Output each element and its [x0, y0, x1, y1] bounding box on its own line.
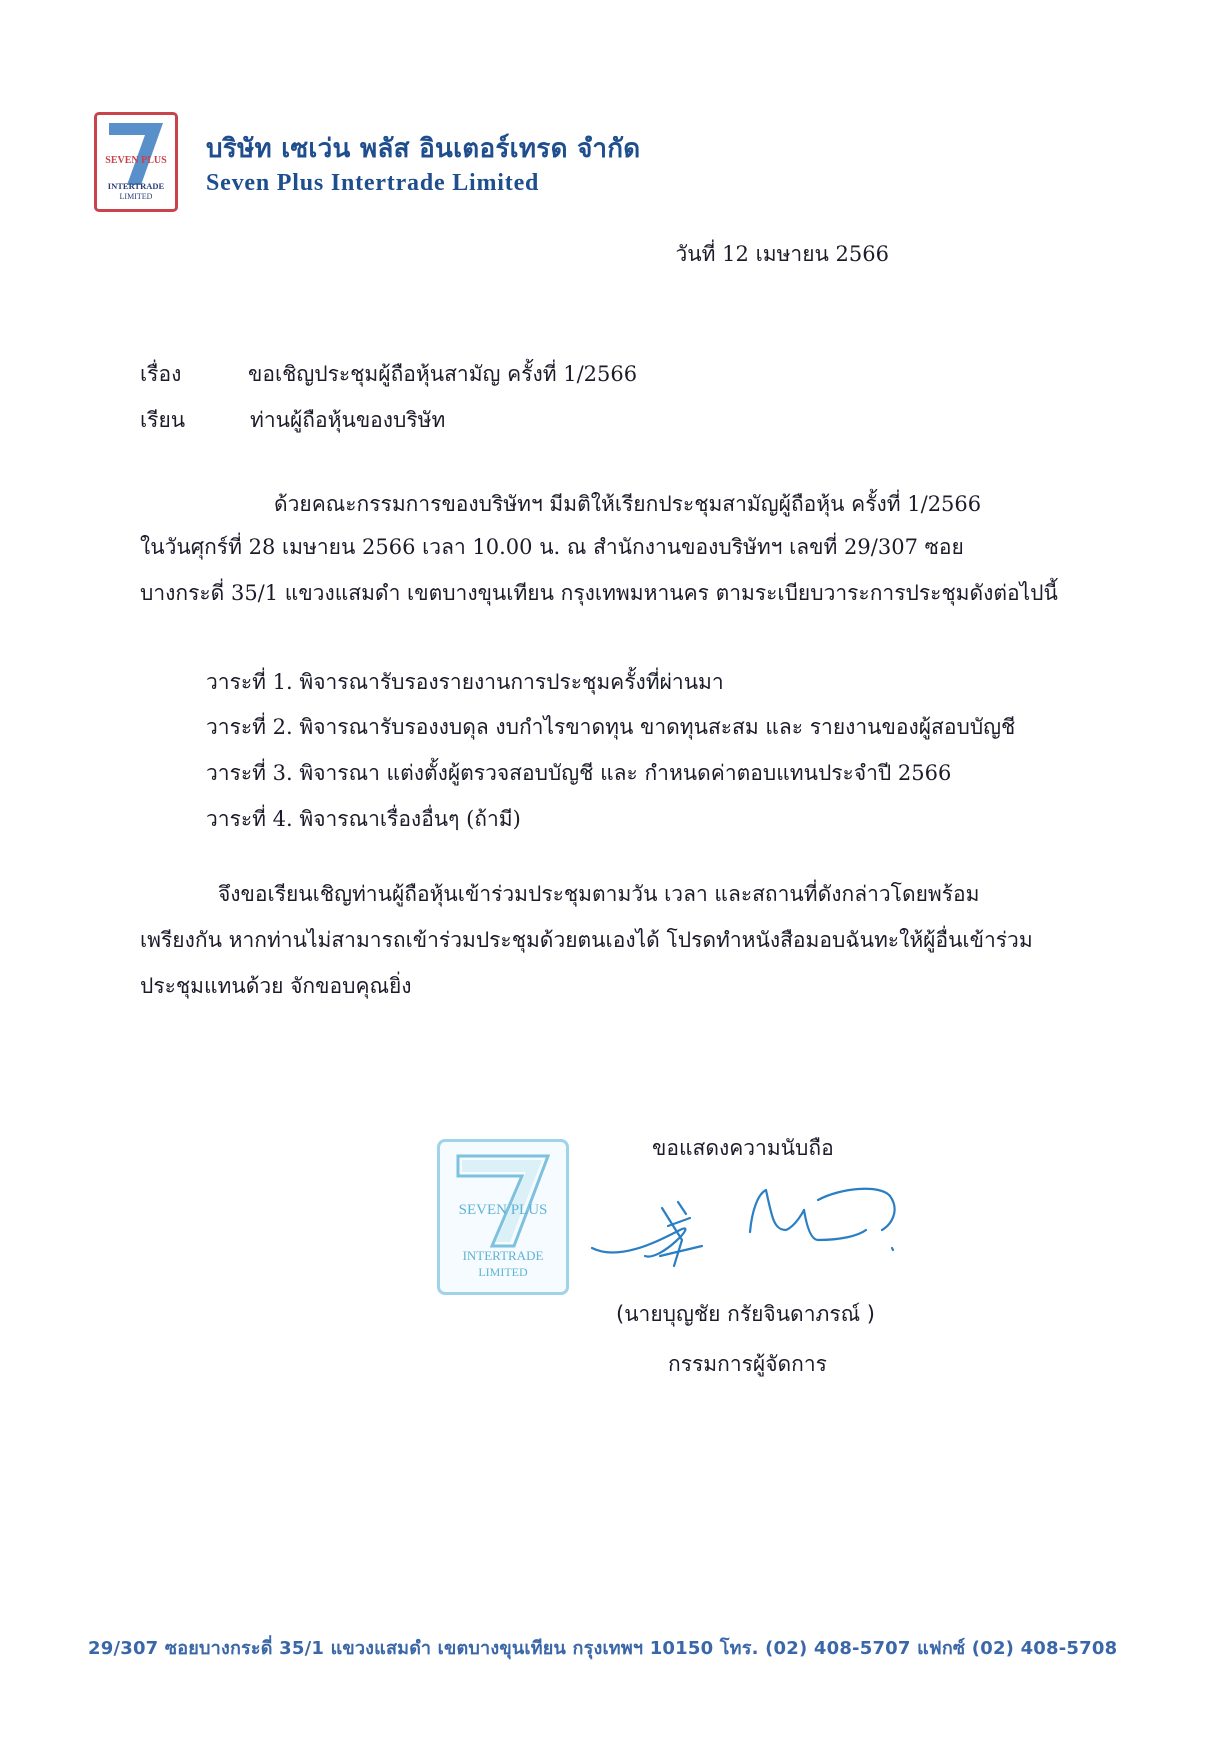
- footer-address: 29/307 ซอยบางกระดี่ 35/1 แขวงแสมดำ เขตบางขุนเทียน กรุงเทพฯ 10150 โทร. (02) 408-5707 แฟกซ์ (02) 408-5708: [88, 1638, 1118, 1659]
- recipient-text: ท่านผู้ถือหุ้นของบริษัท: [250, 408, 446, 432]
- closing-paragraph-line: ประชุมแทนด้วย จักขอบคุณยิ่ง: [140, 974, 412, 998]
- company-stamp: [437, 1139, 569, 1295]
- signer-name: (นายบุญชัย กรัยจินดาภรณ์ ): [616, 1302, 875, 1326]
- body-paragraph-line: ในวันศุกร์ที่ 28 เมษายน 2566 เวลา 10.00 น. ณ สำนักงานของบริษัทฯ เลขที่ 29/307 ซอย: [140, 535, 964, 559]
- closing-paragraph-line: เพรียงกัน หากท่านไม่สามารถเข้าร่วมประชุมด้วยตนเองได้ โปรดทำหนังสือมอบฉันทะให้ผู้อื่นเข้าร่วม: [140, 928, 1033, 952]
- closing-paragraph-line: จึงขอเรียนเชิญท่านผู้ถือหุ้นเข้าร่วมประชุมตามวัน เวลา และสถานที่ดังกล่าวโดยพร้อม: [218, 882, 980, 906]
- svg-text:SEVEN PLUS: SEVEN PLUS: [105, 155, 167, 166]
- svg-text:LIMITED: LIMITED: [119, 192, 153, 201]
- company-name-english: Seven Plus Intertrade Limited: [206, 170, 540, 196]
- company-seal-icon: [440, 1142, 566, 1292]
- body-paragraph-line: บางกระดี่ 35/1 แขวงแสมดำ เขตบางขุนเทียน กรุงเทพมหานคร ตามระเบียบวาระการประชุมดังต่อไปนี้: [140, 581, 1058, 605]
- company-logo: [94, 112, 178, 212]
- svg-text:LIMITED: LIMITED: [478, 1265, 528, 1279]
- handwritten-signature: [590, 1170, 930, 1280]
- body-paragraph-line: ด้วยคณะกรรมการของบริษัทฯ มีมติให้เรียกประชุมสามัญผู้ถือหุ้น ครั้งที่ 1/2566: [274, 492, 982, 516]
- company-name-thai: บริษัท เซเว่น พลัส อินเตอร์เทรด จำกัด: [206, 134, 641, 164]
- agenda-item: วาระที่ 2. พิจารณารับรองงบดุล งบกำไรขาดทุน ขาดทุนสะสม และ รายงานของผู้สอบบัญชี: [206, 715, 1016, 739]
- signer-title: กรรมการผู้จัดการ: [668, 1352, 827, 1376]
- agenda-item: วาระที่ 4. พิจารณาเรื่องอื่นๆ (ถ้ามี): [206, 807, 521, 831]
- recipient-label: เรียน: [140, 408, 186, 432]
- letter-date: วันที่ 12 เมษายน 2566: [675, 242, 889, 266]
- svg-text:INTERTRADE: INTERTRADE: [462, 1248, 544, 1263]
- agenda-item: วาระที่ 3. พิจารณา แต่งตั้งผู้ตรวจสอบบัญชี และ กำหนดค่าตอบแทนประจำปี 2566: [206, 761, 952, 785]
- svg-text:SEVEN PLUS: SEVEN PLUS: [458, 1202, 548, 1218]
- agenda-item: วาระที่ 1. พิจารณารับรองรายงานการประชุมครั้งที่ผ่านมา: [206, 670, 724, 694]
- subject-label: เรื่อง: [140, 362, 182, 386]
- complimentary-close: ขอแสดงความนับถือ: [652, 1136, 834, 1160]
- seven-logo-icon: [97, 115, 175, 209]
- svg-text:INTERTRADE: INTERTRADE: [107, 181, 165, 191]
- subject-text: ขอเชิญประชุมผู้ถือหุ้นสามัญ ครั้งที่ 1/2566: [248, 362, 638, 386]
